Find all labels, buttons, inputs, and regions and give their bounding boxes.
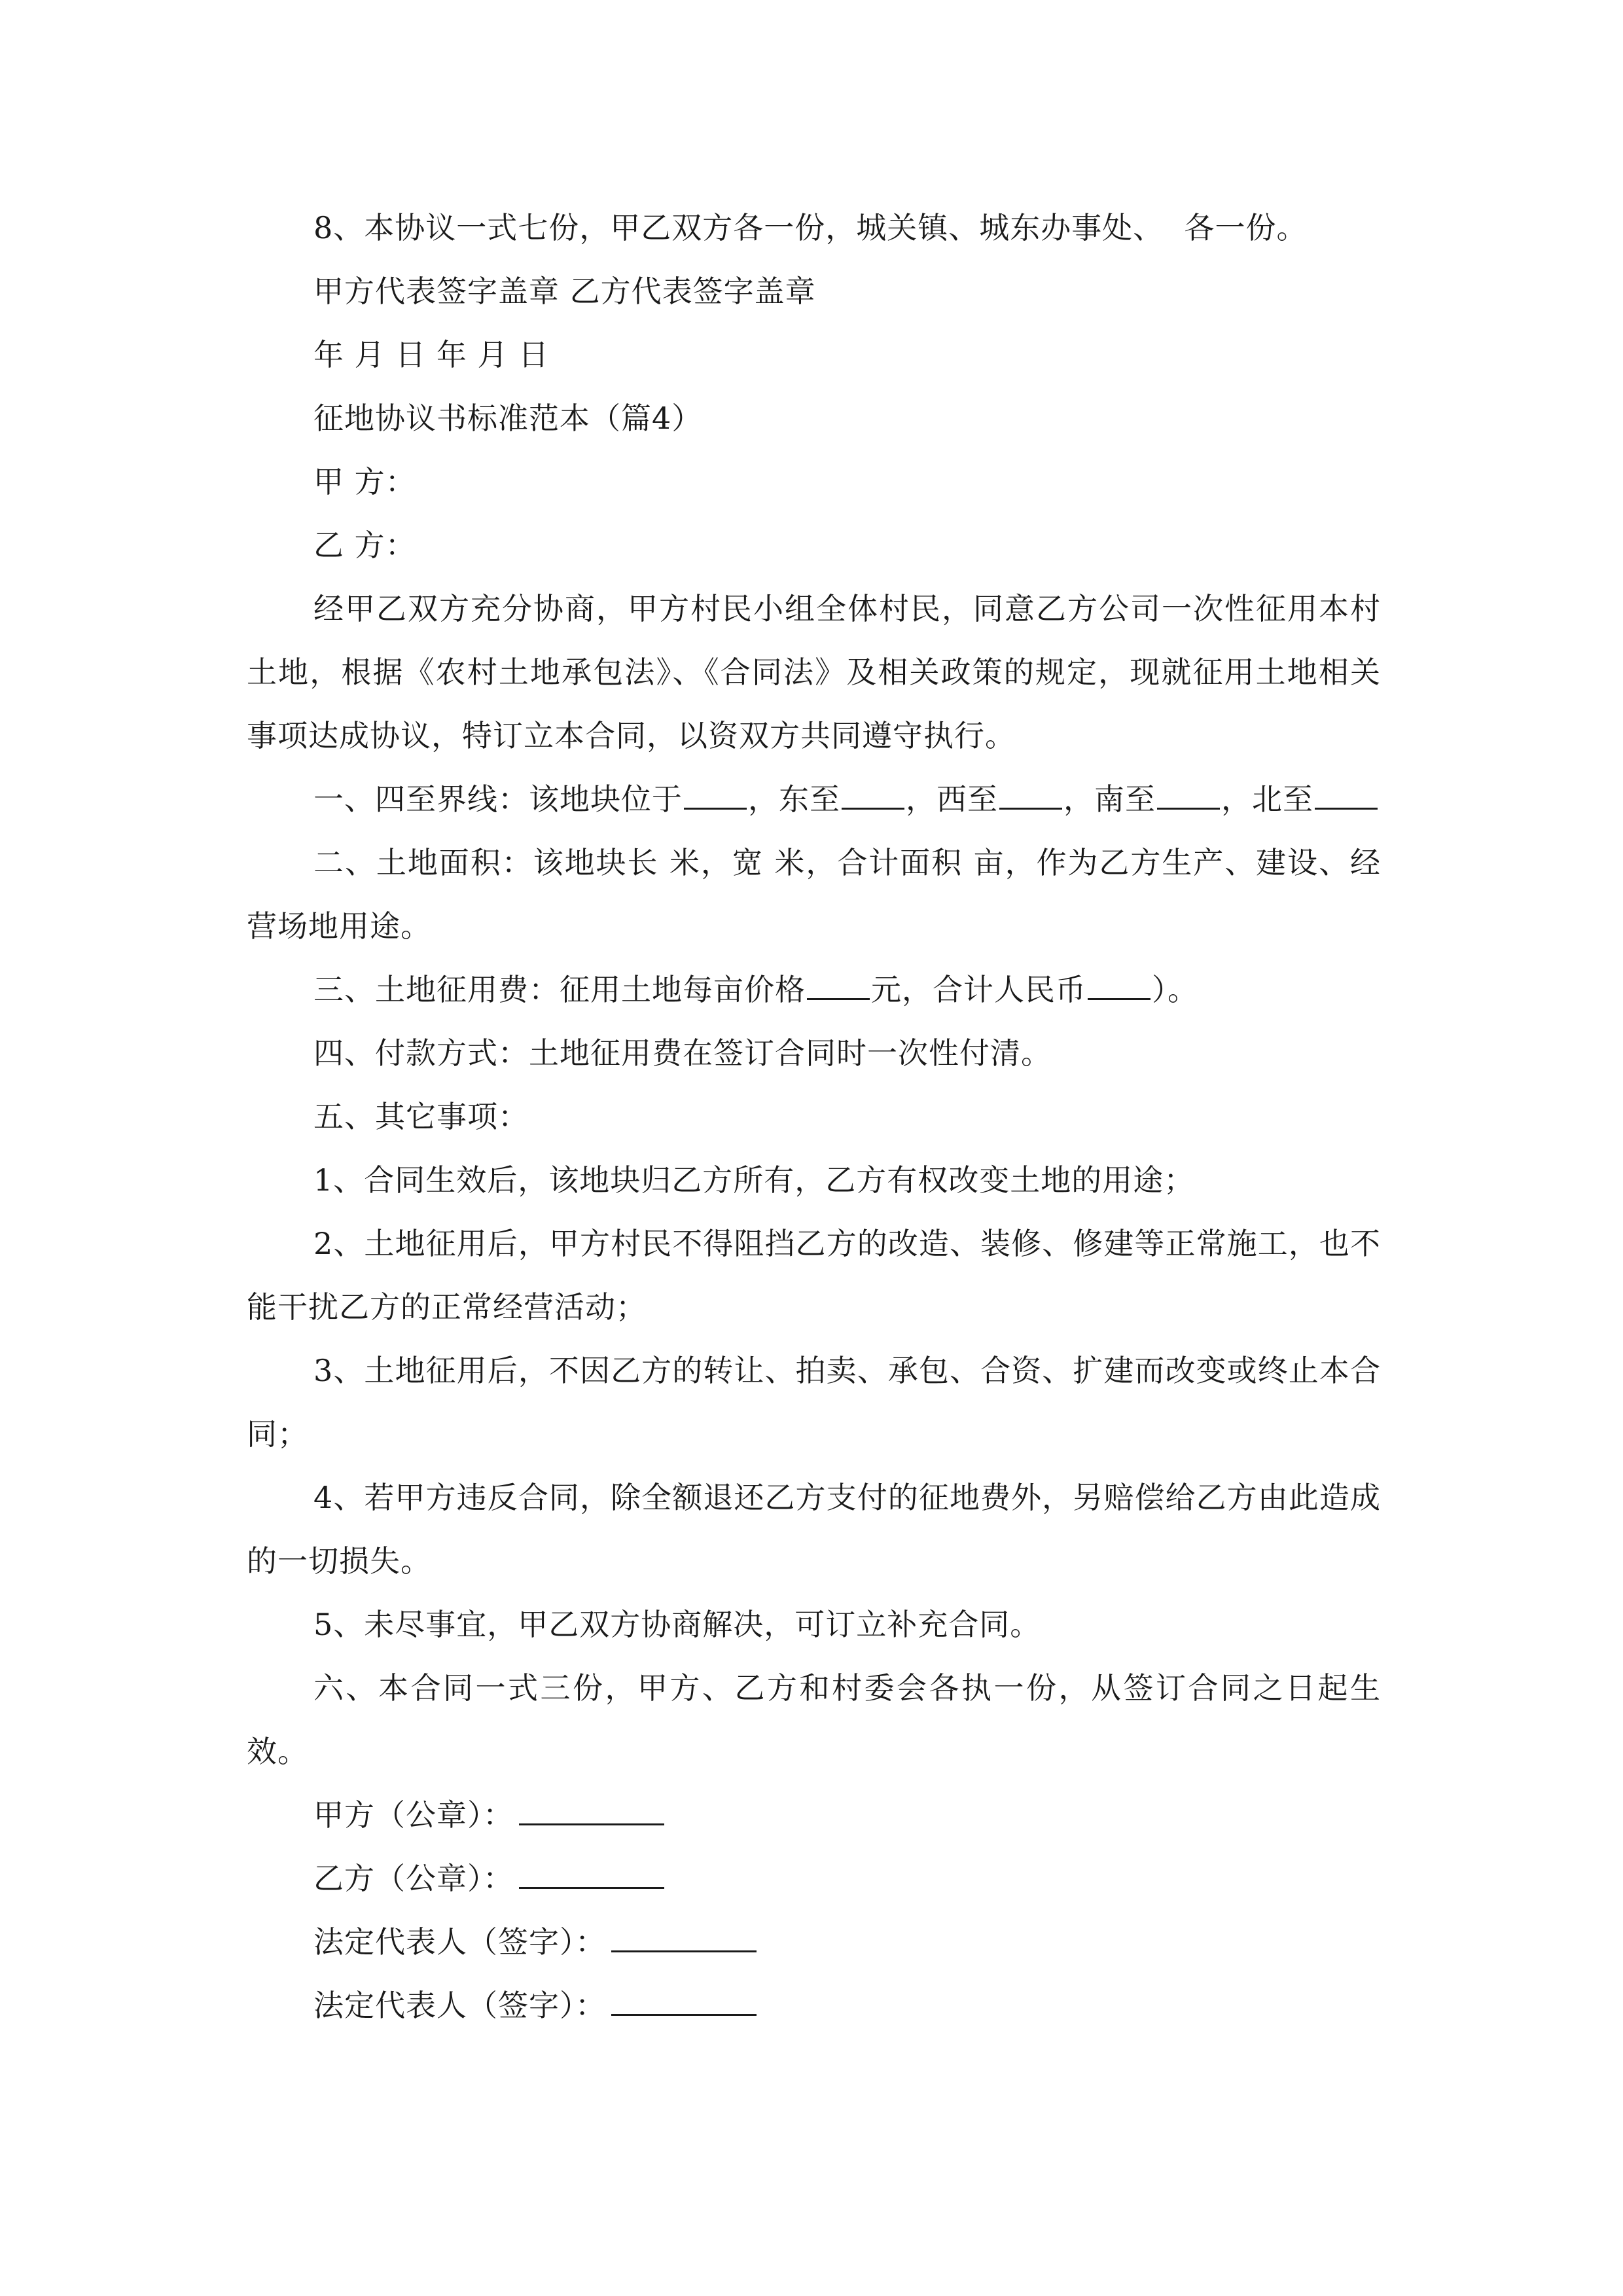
fee-text-c: ）。	[1152, 972, 1198, 1007]
other-item-3: 3、土地征用后，不因乙方的转让、拍卖、承包、合资、扩建而改变或终止本合同；	[247, 1353, 1381, 1452]
date-labels: 年 月 日 年 月 日	[313, 337, 550, 372]
clause-payment: 四、付款方式：土地征用费在签订合同时一次性付清。	[313, 1035, 1052, 1071]
blank-total	[1088, 972, 1150, 1000]
signature-party-a-line	[519, 1797, 664, 1825]
signature-party-b-label: 乙方（公章）：	[313, 1861, 514, 1896]
blank-east	[842, 781, 904, 810]
signature-party-b-line	[519, 1861, 664, 1889]
signature-legal-rep-2	[247, 1974, 1381, 2037]
document-body	[247, 196, 1381, 2037]
clause-land-area: 二、土地面积：该地块长 米，宽 米，合计面积 亩，作为乙方生产、建设、经营场地用途。	[247, 845, 1381, 944]
signature-legal-rep-2-line	[611, 1988, 757, 2016]
signature-party-a-label: 甲方（公章）：	[313, 1797, 514, 1833]
signature-party-b	[247, 1847, 1381, 1910]
fee-text-a: 三、土地征用费：征用土地每亩价格	[313, 972, 806, 1007]
clause-boundaries	[247, 768, 1381, 831]
boundaries-text-d: ，南至	[1063, 781, 1156, 817]
signature-legal-rep-1-line	[611, 1924, 757, 1952]
preamble-paragraph: 经甲乙双方充分协商，甲方村民小组全体村民，同意乙方公司一次性征用本村土地，根据《农村土地承包法》、《合同法》及相关政策的规定，现就征用土地相关事项达成协议，特订立本合同，以资双方共同遵守执行。	[247, 591, 1381, 753]
signature-legal-rep-1	[247, 1910, 1381, 1974]
other-item-1: 1、合同生效后，该地块归乙方所有，乙方有权改变土地的用途；	[313, 1162, 1195, 1198]
blank-south	[1157, 781, 1220, 810]
blank-west	[999, 781, 1062, 810]
party-a-label: 甲 方：	[313, 464, 416, 499]
other-item-2: 2、土地征用后，甲方村民不得阻挡乙方的改造、装修、修建等正常施工，也不能干扰乙方的正常经营活动；	[247, 1226, 1381, 1325]
party-b-label: 乙 方：	[313, 528, 416, 563]
boundaries-text-a: 一、四至界线：该地块位于	[313, 781, 683, 817]
signature-legal-rep-2-label: 法定代表人（签字）：	[313, 1988, 606, 2023]
boundaries-text-c: ，西至	[906, 781, 998, 817]
section-title: 征地协议书标准范本（篇4）	[313, 401, 703, 436]
clause-8-copies: 8、本协议一式七份，甲乙双方各一份，城关镇、城东办事处、 各一份。	[313, 210, 1308, 245]
fee-text-b: 元，合计人民币	[871, 972, 1086, 1007]
other-item-4: 4、若甲方违反合同，除全额退还乙方支付的征地费外，另赔偿给乙方由此造成的一切损失。	[247, 1480, 1381, 1579]
clause-land-fee	[247, 958, 1381, 1022]
clause-six-copies: 六、本合同一式三份，甲方、乙方和村委会各执一份，从签订合同之日起生效。	[247, 1670, 1381, 1769]
blank-price	[807, 972, 870, 1000]
signature-party-a	[247, 1784, 1381, 1847]
blank-north	[1315, 781, 1378, 810]
signature-labels: 甲方代表签字盖章 乙方代表签字盖章	[313, 274, 816, 309]
blank-location	[684, 781, 747, 810]
boundaries-text-b: ，东至	[748, 781, 840, 817]
signature-legal-rep-1-label: 法定代表人（签字）：	[313, 1924, 606, 1960]
clause-other-heading: 五、其它事项：	[313, 1099, 529, 1134]
other-item-5: 5、未尽事宜，甲乙双方协商解决，可订立补充合同。	[313, 1607, 1041, 1642]
boundaries-text-e: ，北至	[1221, 781, 1313, 817]
